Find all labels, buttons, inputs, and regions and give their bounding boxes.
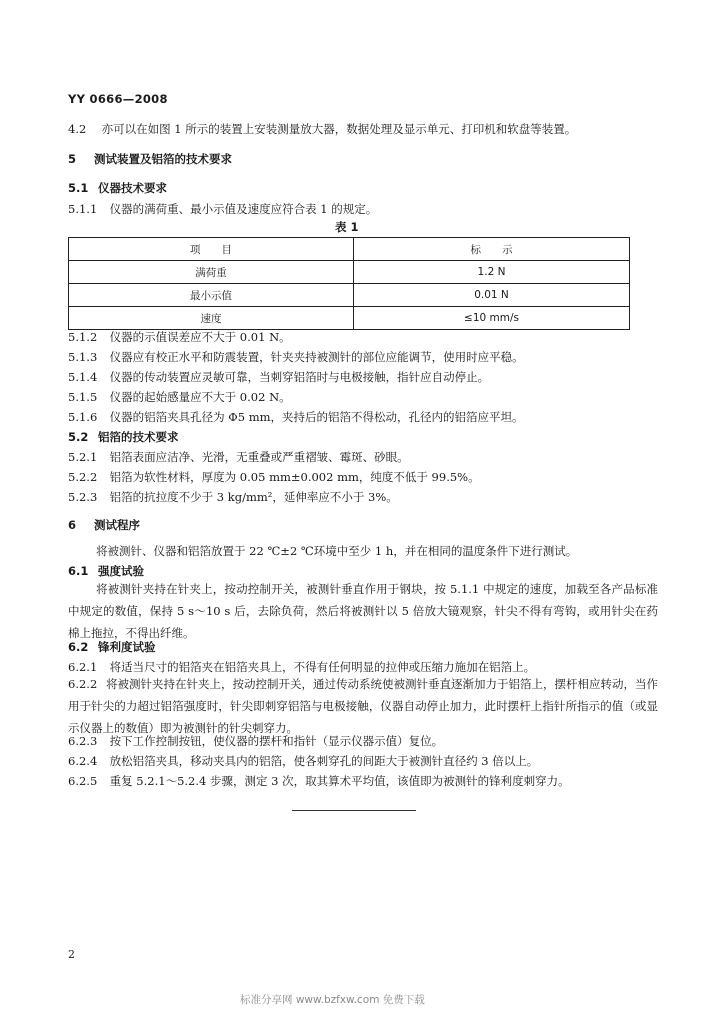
clause-number: 6.2.2 — [68, 677, 98, 691]
section-6-1-heading — [68, 563, 144, 579]
clause-number: 4.2 — [68, 122, 87, 136]
clause-text: 铝箔的抗拉度不少于 3 kg/mm²，延伸率应不小于 3%。 — [109, 490, 398, 504]
section-number: 5 — [68, 152, 77, 166]
clause-text: 仪器的起始感量应不大于 0.02 N。 — [109, 390, 291, 404]
clause-4-2 — [68, 121, 576, 137]
section-title: 强度试验 — [98, 564, 145, 578]
clause-text: 亦可以在如图 1 所示的装置上安装测量放大器，数据处理及显示单元、打印机和软盘等装置。 — [101, 122, 577, 136]
clause-5-2-1 — [68, 449, 409, 465]
clause-number: 5.1.2 — [68, 330, 98, 344]
table-row — [69, 261, 630, 284]
clause-text: 仪器的铝箔夹具孔径为 Φ5 mm，夹持后的铝箔不得松动，孔径内的铝箔应平坦。 — [109, 410, 524, 424]
clause-number: 6.2.1 — [68, 660, 98, 674]
clause-number: 5.1.3 — [68, 350, 98, 364]
clause-number: 5.1.1 — [68, 202, 98, 216]
section-number: 6.2 — [68, 640, 89, 654]
clause-text: 按下工作控制按钮，使仪器的摆杆和指针（显示仪器示值）复位。 — [109, 734, 444, 748]
clause-5-2-2 — [68, 469, 480, 485]
standard-number: YY 0666—2008 — [68, 92, 168, 106]
clause-text: 仪器的示值误差应不大于 0.01 N。 — [109, 330, 291, 344]
clause-6-2-3 — [68, 733, 443, 749]
clause-text: 铝箔为软性材料，厚度为 0.05 mm±0.002 mm，纯度不低于 99.5%。 — [109, 470, 480, 484]
end-rule — [292, 810, 416, 811]
section-6-intro: 将被测针、仪器和铝箔放置于 22 ℃±2 ℃环境中至少 1 h，并在相同的温度条件下进行测试。 — [96, 544, 578, 558]
section-title: 测试装置及铝箔的技术要求 — [94, 152, 233, 166]
section-6-2-heading — [68, 639, 156, 655]
section-title: 铝箔的技术要求 — [98, 430, 179, 444]
section-5-1-heading — [68, 180, 167, 196]
clause-number: 5.1.6 — [68, 410, 98, 424]
section-number: 5.1 — [68, 181, 89, 195]
table-cell: ≤10 mm/s — [354, 307, 630, 330]
section-6-heading — [68, 517, 140, 533]
clause-text: 将适当尺寸的铝箔夹在铝箔夹具上，不得有任何明显的拉伸或压缩力施加在铝箔上。 — [109, 660, 536, 674]
section-number: 5.2 — [68, 430, 89, 444]
section-title: 测试程序 — [94, 518, 141, 532]
clause-number: 5.2.2 — [68, 470, 98, 484]
table-cell: 速度 — [69, 307, 354, 330]
table-cell: 1.2 N — [354, 261, 630, 284]
clause-number: 6.2.5 — [68, 774, 98, 788]
clause-5-2-3 — [68, 489, 398, 505]
clause-6-2-2 — [68, 673, 658, 739]
section-title: 仪器技术要求 — [98, 181, 168, 195]
table-cell: 满荷重 — [69, 261, 354, 284]
clause-number: 5.2.1 — [68, 450, 98, 464]
clause-5-1-6 — [68, 409, 524, 425]
table-caption: 表 1 — [335, 220, 359, 234]
clause-5-1-5 — [68, 389, 291, 405]
table-header-row — [69, 238, 630, 261]
clause-text: 仪器的传动装置应灵敏可靠，当刺穿铝箔时与电极接触，指针应自动停止。 — [109, 370, 490, 384]
clause-text: 将被测针夹持在针夹上，按动控制开关，通过传动系统使被测针垂直逐渐加力于铝箔上，摆杆相应转动，当作用于针尖的力超过铝箔强度时，针尖即刺穿铝箔与电极接触，仪器自动停止加力，此时摆杆上指针所指示的值（或显示仪器上的数值）即为被测针的针尖刺穿力。 — [68, 677, 658, 735]
table-cell: 最小示值 — [69, 284, 354, 307]
spec-table — [68, 237, 630, 330]
clause-text: 仪器应有校正水平和防震装置，针夹夹持被测针的部位应能调节，使用时应平稳。 — [109, 350, 524, 364]
section-5-heading — [68, 151, 232, 167]
clause-text: 放松铝箔夹具，移动夹具内的铝箔，使各刺穿孔的间距大于被测针直径约 3 倍以上。 — [109, 754, 539, 768]
section-5-2-heading — [68, 429, 179, 445]
clause-number: 6.2.3 — [68, 734, 98, 748]
table-header-cell: 标 示 — [354, 238, 630, 261]
clause-6-2-5 — [68, 773, 570, 789]
section-6-1-text: 将被测针夹持在针夹上，按动控制开关，被测针垂直作用于钢块，按 5.1.1 中规定的速度，加载至各产品标准中规定的数值，保持 5 s～10 s 后，去除负荷，然后将被测针以 5 倍放大镜观察，针尖不得有弯钩，或用针尖在药棉上拖拉，不得出纤维。 — [68, 582, 658, 640]
clause-text: 重复 5.2.1～5.2.4 步骤，测定 3 次，取其算术平均值，该值即为被测针的锋利度刺穿力。 — [109, 774, 570, 788]
clause-number: 5.1.5 — [68, 390, 98, 404]
clause-number: 6.2.4 — [68, 754, 98, 768]
page-number: 2 — [68, 948, 75, 961]
clause-5-1-3 — [68, 349, 524, 365]
clause-number: 5.2.3 — [68, 490, 98, 504]
table-header-cell: 项 目 — [69, 238, 354, 261]
footer-watermark: 标准分享网 www.bzfxw.com 免费下载 — [240, 994, 425, 1006]
clause-6-2-4 — [68, 753, 538, 769]
section-title: 锋利度试验 — [98, 640, 156, 654]
section-number: 6.1 — [68, 564, 89, 578]
table-cell: 0.01 N — [354, 284, 630, 307]
clause-5-1-1 — [68, 201, 377, 217]
clause-number: 5.1.4 — [68, 370, 98, 384]
clause-5-1-2 — [68, 329, 291, 345]
table-row — [69, 307, 630, 330]
table-row — [69, 284, 630, 307]
clause-5-1-4 — [68, 369, 489, 385]
clause-text: 仪器的满荷重、最小示值及速度应符合表 1 的规定。 — [109, 202, 378, 216]
section-number: 6 — [68, 518, 77, 532]
clause-text: 铝箔表面应洁净、光滑，无重叠或严重褶皱、霉斑、砂眼。 — [109, 450, 409, 464]
